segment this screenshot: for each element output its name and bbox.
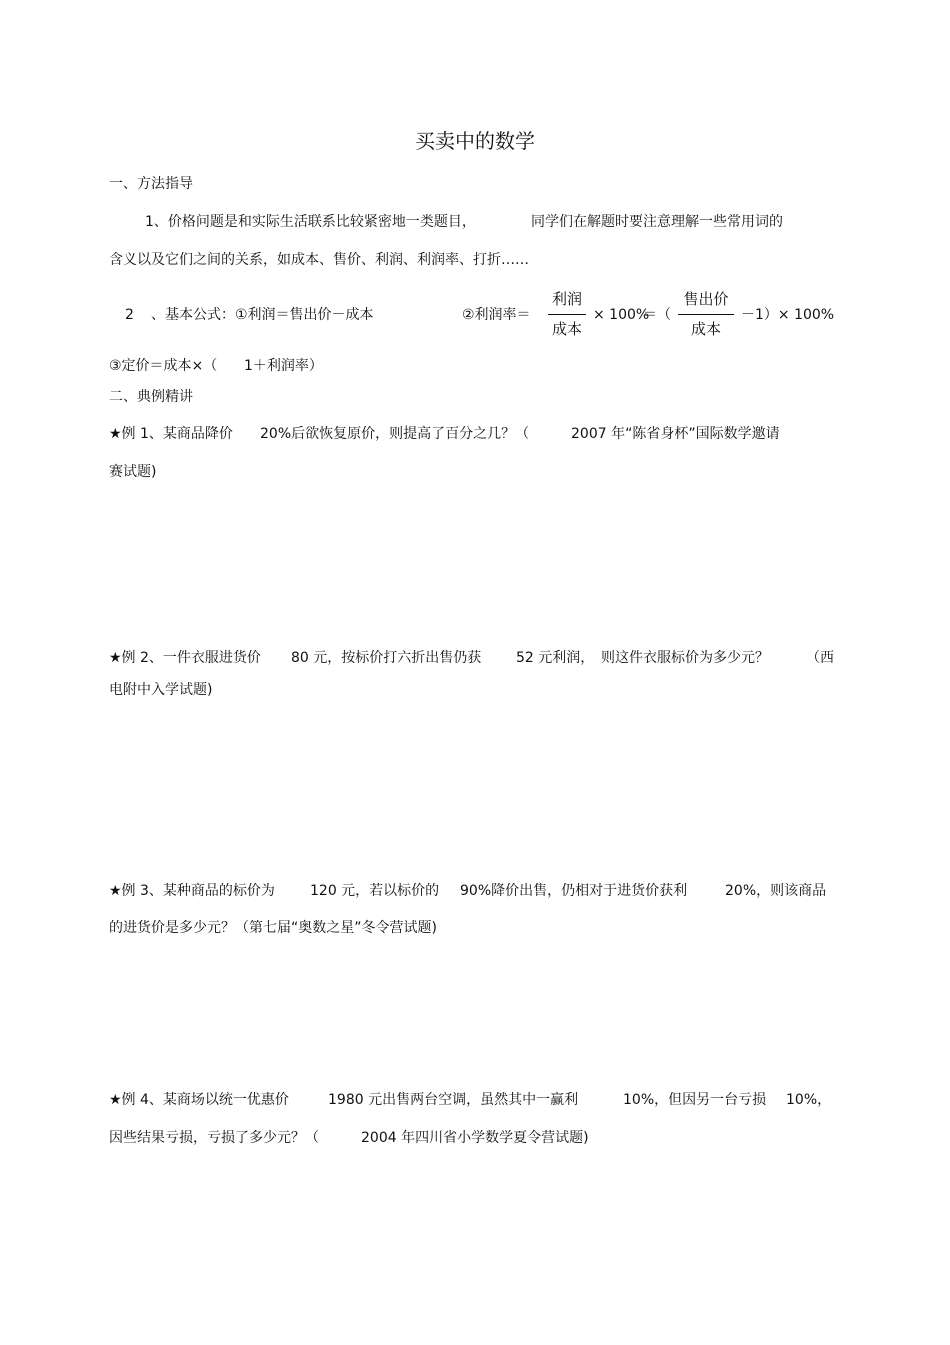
formula-intro: 、基本公式：①利润＝售出价－成本 <box>151 307 374 323</box>
formula-number: 2 <box>125 307 134 323</box>
example-3-text: 90%降价出售，仍相对于进货价获利 <box>460 883 688 899</box>
fraction-bar <box>548 314 586 315</box>
example-3-text: 120 元，若以标价的 <box>310 883 440 899</box>
example-1-text: 2007 年“陈省身杯”国际数学邀请 <box>571 426 780 442</box>
example-2-text: 则这件衣服标价为多少元？ <box>601 650 769 666</box>
example-1-text: 赛试题) <box>109 464 157 480</box>
example-4-text: ★例 4、某商场以统一优惠价 <box>109 1092 289 1108</box>
example-4-text: 因些结果亏损，亏损了多少元？（ <box>109 1130 319 1146</box>
paragraph-text: 同学们在解题时要注意理解一些常用词的 <box>531 214 783 230</box>
fraction-denominator: 成本 <box>690 320 721 338</box>
example-1-text: ★例 1、某商品降价 <box>109 426 233 442</box>
section-heading-examples: 二、典例精讲 <box>109 389 193 405</box>
example-3-text: ★例 3、某种商品的标价为 <box>109 883 275 899</box>
fraction-numerator: 售出价 <box>683 290 729 308</box>
fraction-sellprice-over-cost <box>678 292 734 337</box>
example-2-text: 80 元，按标价打六折出售仍获 <box>291 650 482 666</box>
fraction-bar <box>678 314 734 315</box>
formula-equals-paren: ＝（ <box>643 307 671 323</box>
fraction-profit-over-cost <box>548 292 586 337</box>
example-1-text: 20%后欲恢复原价，则提高了百分之几？（ <box>260 426 530 442</box>
paragraph-text: ③定价＝成本×（ <box>109 358 218 374</box>
example-4-text: 10%，但因另一台亏损 <box>623 1092 767 1108</box>
example-2-text: 52 元利润， <box>516 650 595 666</box>
example-3-text: 的进货价是多少元？（第七届“奥数之星”冬令营试题) <box>109 920 437 936</box>
example-2-text: ★例 2、一件衣服进货价 <box>109 650 261 666</box>
example-2-text: （西 <box>806 650 834 666</box>
example-4-text: 1980 元出售两台空调，虽然其中一赢利 <box>328 1092 579 1108</box>
example-3-text: 20%，则该商品 <box>725 883 827 899</box>
page-title: 买卖中的数学 <box>415 129 535 153</box>
paragraph-text: 1＋利润率） <box>244 358 323 374</box>
formula-times: × 100% <box>593 307 650 323</box>
fraction-numerator: 利润 <box>551 290 582 308</box>
example-4-text: 10%， <box>786 1092 832 1108</box>
paragraph-text: 1、价格问题是和实际生活联系比较紧密地一类题目， <box>145 214 476 230</box>
formula-tail: －1）× 100% <box>741 307 835 323</box>
paragraph-text: 含义以及它们之间的关系，如成本、售价、利润、利润率、打折…… <box>109 252 529 268</box>
section-heading-method: 一、方法指导 <box>109 176 193 192</box>
example-2-text: 电附中入学试题) <box>109 682 213 698</box>
formula-rate-label: ②利润率＝ <box>462 307 531 323</box>
fraction-denominator: 成本 <box>551 320 582 338</box>
example-4-text: 2004 年四川省小学数学夏令营试题) <box>361 1130 589 1146</box>
